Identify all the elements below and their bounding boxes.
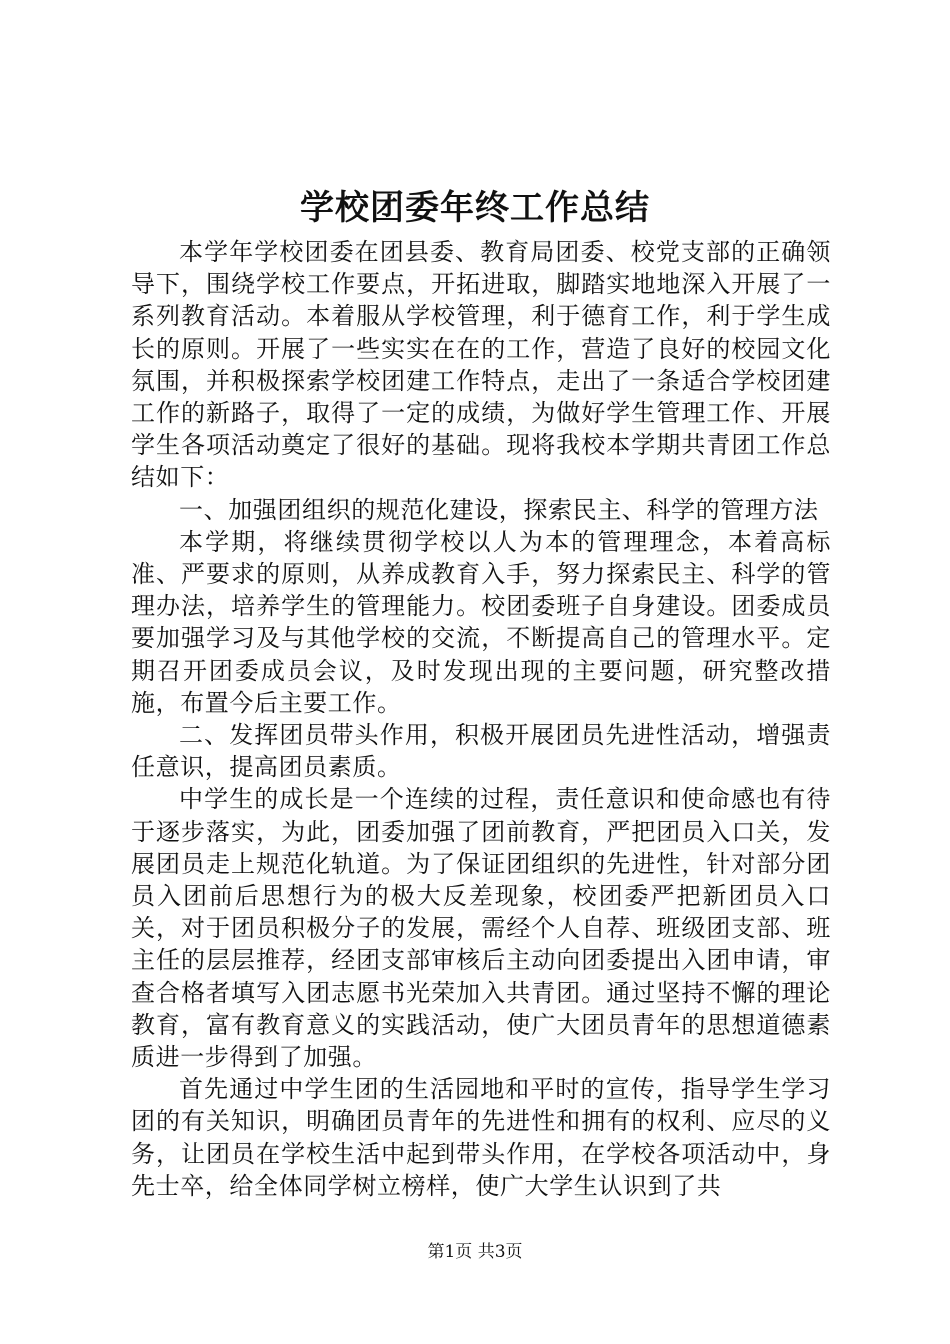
section-heading-2: 二、发挥团员带头作用，积极开展团员先进性活动，增强责任意识，提高团员素质。 [131,721,831,782]
document-title: 学校团委年终工作总结 [300,188,650,228]
paragraph-intro: 本学年学校团委在团县委、教育局团委、校党支部的正确领导下，围绕学校工作要点，开拓进取，脚踏实地地深入开展了一系列教育活动。本着服从学校管理，利于德育工作，利于学生成长的原则。开展了一些实实在在的工作，营造了良好的校园文化氛围，并积极探索学校团建工作特点，走出了一条适合学校团建工作的新路子，取得了一定的成绩，为做好学生管理工作、开展学生各项活动奠定了很好的基础。现将我校本学期共青团工作总结如下： [131,238,831,492]
document-body [131,236,831,1202]
page-number-footer: 第1页 共3页 [427,1242,523,1262]
paragraph-section-1: 本学期，将继续贯彻学校以人为本的管理理念，本着高标准、严要求的原则，从养成教育入手，努力探索民主、科学的管理办法，培养学生的管理能力。校团委班子自身建设。团委成员要加强学习及与其他学校的交流，不断提高自己的管理水平。定期召开团委成员会议，及时发现出现的主要问题，研究整改措施，布置今后主要工作。 [131,527,831,717]
paragraph-section-2-cont: 首先通过中学生团的生活园地和平时的宣传，指导学生学习团的有关知识，明确团员青年的先进性和拥有的权利、应尽的义务，让团员在学校生活中起到带头作用，在学校各项活动中，身先士卒，给全体同学树立榜样，使广大学生认识到了共 [131,1075,831,1200]
section-heading-1: 一、加强团组织的规范化建设，探索民主、科学的管理方法 [179,495,819,524]
paragraph-section-2: 中学生的成长是一个连续的过程，责任意识和使命感也有待于逐步落实，为此，团委加强了团前教育，严把团员入口关，发展团员走上规范化轨道。为了保证团组织的先进性，针对部分团员入团前后思想行为的极大反差现象，校团委严把新团员入口关，对于团员积极分子的发展，需经个人自荐、班级团支部、班主任的层层推荐，经团支部审核后主动向团委提出入团申请，审查合格者填写入团志愿书光荣加入共青团。通过坚持不懈的理论教育，富有教育意义的实践活动，使广大团员青年的思想道德素质进一步得到了加强。 [131,785,831,1072]
